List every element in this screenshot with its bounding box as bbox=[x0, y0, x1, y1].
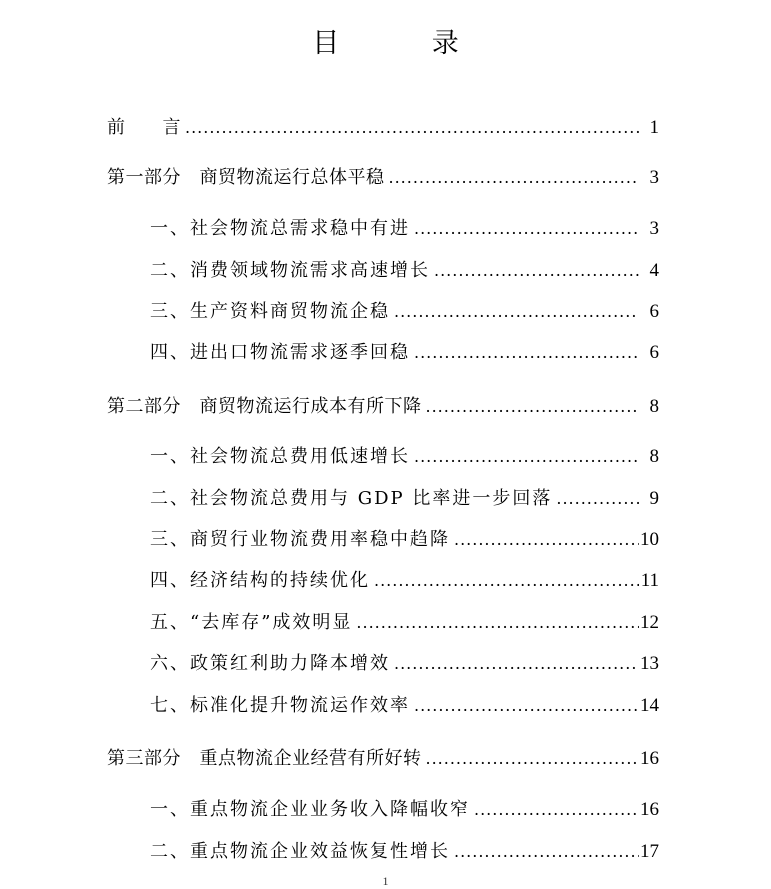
toc-entry-label: 二、消费领域物流需求高速增长 bbox=[150, 260, 430, 281]
toc-entry-label: 六、政策红利助力降本增效 bbox=[150, 653, 390, 674]
dot-leader bbox=[434, 258, 639, 284]
toc-entry-label: 二、重点物流企业效益恢复性增长 bbox=[150, 841, 450, 862]
toc-entry[interactable] bbox=[0, 610, 771, 636]
toc-entry[interactable] bbox=[0, 527, 771, 553]
toc-entry[interactable] bbox=[0, 115, 771, 141]
toc-entry-page-number: 8 bbox=[649, 446, 659, 467]
dot-leader bbox=[389, 165, 640, 191]
toc-entry[interactable] bbox=[0, 486, 771, 512]
dot-leader bbox=[414, 340, 639, 366]
toc-entry-label: 五、“去库存”成效明显 bbox=[150, 612, 353, 633]
toc-entry-label: 二、社会物流总费用与 GDP 比率进一步回落 bbox=[150, 488, 553, 509]
toc-entry-label: 第一部分 商贸物流运行总体平稳 bbox=[107, 167, 385, 188]
toc-entry-page-number: 16 bbox=[640, 748, 659, 769]
toc-entry-label: 七、标准化提升物流运作效率 bbox=[150, 695, 410, 716]
toc-entry[interactable] bbox=[0, 165, 771, 191]
toc-entry-label: 第二部分 商贸物流运行成本有所下降 bbox=[107, 396, 422, 417]
toc-entry-page-number: 1 bbox=[649, 117, 659, 138]
toc-entry[interactable] bbox=[0, 746, 771, 772]
toc-entry[interactable] bbox=[0, 797, 771, 823]
toc-entry[interactable] bbox=[0, 258, 771, 284]
dot-leader bbox=[394, 299, 639, 325]
toc-entry-label: 第三部分 重点物流企业经营有所好转 bbox=[107, 748, 422, 769]
toc-entry-page-number: 3 bbox=[649, 218, 659, 239]
toc-entry-page-number: 13 bbox=[640, 653, 659, 674]
toc-entry-page-number: 14 bbox=[640, 695, 659, 716]
toc-entry-label: 四、进出口物流需求逐季回稳 bbox=[150, 342, 410, 363]
toc-entry[interactable] bbox=[0, 340, 771, 366]
toc-entry[interactable] bbox=[0, 216, 771, 242]
toc-entry-label: 三、生产资料商贸物流企稳 bbox=[150, 301, 390, 322]
toc-entry-page-number: 6 bbox=[649, 301, 659, 322]
toc-entry[interactable] bbox=[0, 693, 771, 719]
toc-entry[interactable] bbox=[0, 394, 771, 420]
dot-leader bbox=[374, 568, 639, 594]
dot-leader bbox=[426, 394, 640, 420]
dot-leader bbox=[474, 797, 639, 823]
toc-entry-page-number: 9 bbox=[649, 488, 659, 509]
toc-entry[interactable] bbox=[0, 299, 771, 325]
dot-leader bbox=[414, 216, 639, 242]
toc-entry-page-number: 4 bbox=[649, 260, 659, 281]
toc-entry-label: 三、商贸行业物流费用率稳中趋降 bbox=[150, 529, 450, 550]
toc-entry[interactable] bbox=[0, 651, 771, 677]
dot-leader bbox=[414, 693, 639, 719]
toc-entry-label: 四、经济结构的持续优化 bbox=[150, 570, 370, 591]
toc-entry-page-number: 3 bbox=[649, 167, 659, 188]
toc-entry[interactable] bbox=[0, 839, 771, 865]
dot-leader bbox=[414, 444, 639, 470]
toc-entry-page-number: 17 bbox=[640, 841, 659, 862]
toc-entry-label: 前 言 bbox=[107, 117, 181, 138]
dot-leader bbox=[556, 486, 639, 512]
toc-entry-page-number: 10 bbox=[640, 529, 659, 550]
toc-entry-label: 一、重点物流企业业务收入降幅收窄 bbox=[150, 799, 470, 820]
dot-leader bbox=[356, 610, 639, 636]
dot-leader bbox=[426, 746, 640, 772]
toc-entry-label: 一、社会物流总费用低速增长 bbox=[150, 446, 410, 467]
page-number: 1 bbox=[382, 874, 389, 888]
dot-leader bbox=[185, 115, 639, 141]
dot-leader bbox=[454, 839, 639, 865]
toc-entry-page-number: 11 bbox=[640, 570, 659, 591]
toc-entry-page-number: 12 bbox=[640, 612, 659, 633]
toc-entry[interactable] bbox=[0, 568, 771, 594]
toc-entry-page-number: 6 bbox=[649, 342, 659, 363]
page-title: 目 录 bbox=[312, 28, 501, 59]
toc-entry[interactable] bbox=[0, 444, 771, 470]
dot-leader bbox=[454, 527, 639, 553]
toc-entry-page-number: 16 bbox=[640, 799, 659, 820]
dot-leader bbox=[394, 651, 639, 677]
toc-entry-label: 一、社会物流总需求稳中有进 bbox=[150, 218, 410, 239]
toc-entry-page-number: 8 bbox=[649, 396, 659, 417]
